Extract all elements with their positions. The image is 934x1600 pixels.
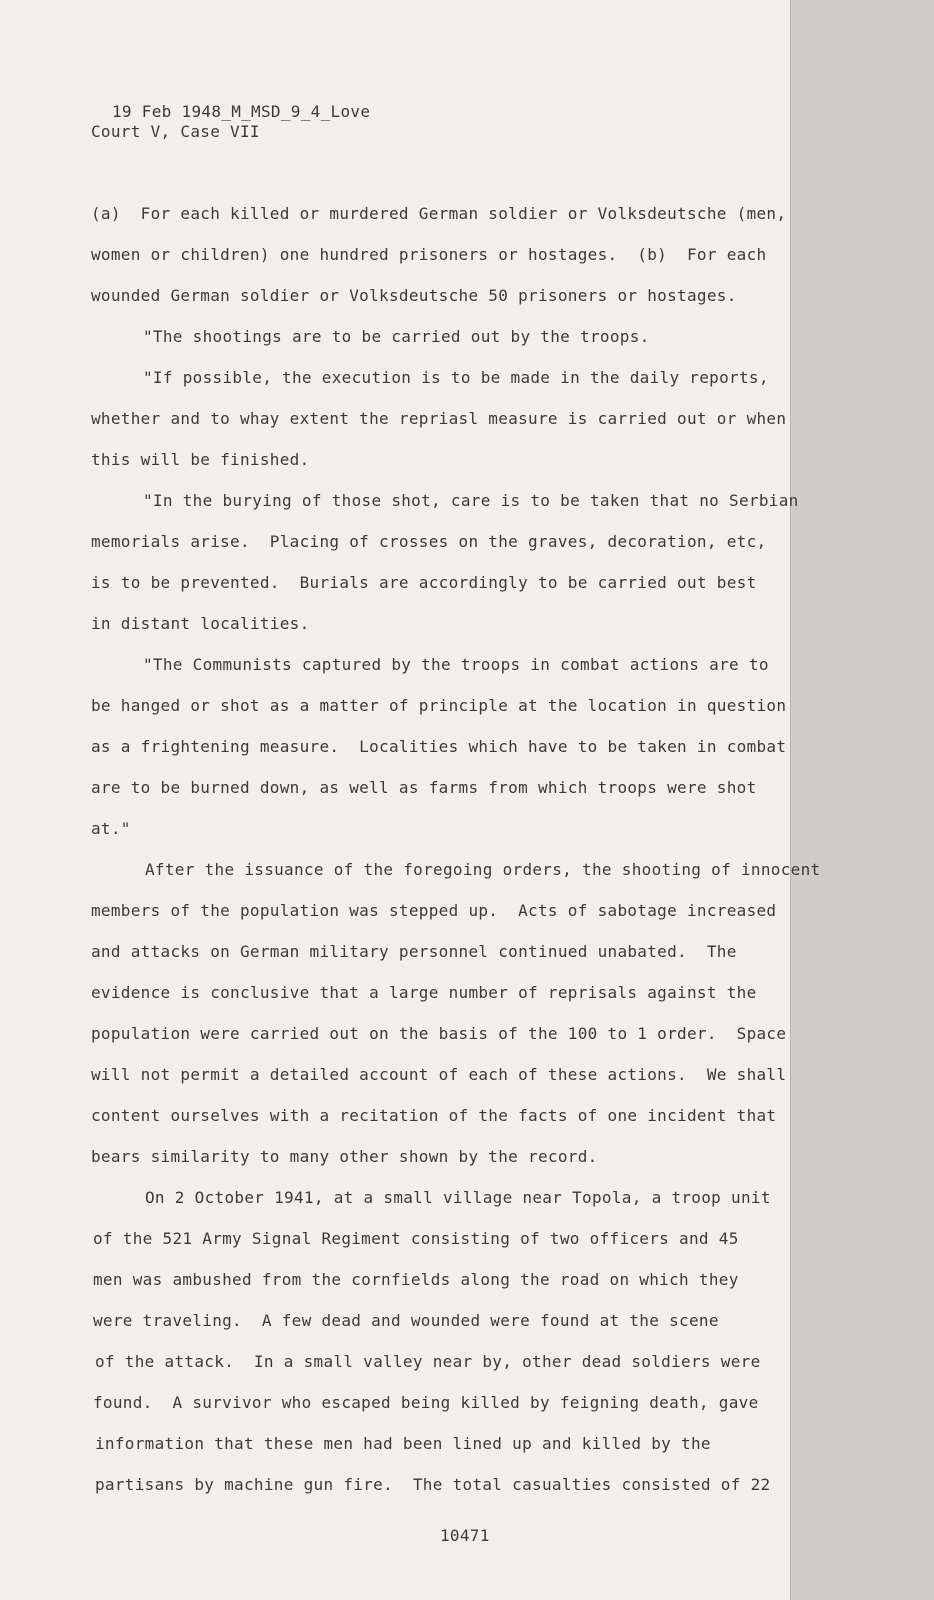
text-line: in distant localities.: [91, 614, 310, 633]
header-date-code: 19 Feb 1948_M_MSD_9_4_Love: [112, 102, 371, 121]
text-line: are to be burned down, as well as farms from which troops were shot: [91, 778, 757, 797]
text-line: at.": [91, 819, 131, 838]
text-line: of the 521 Army Signal Regiment consisting of two officers and 45: [93, 1229, 739, 1248]
text-line: will not permit a detailed account of each of these actions. We shall: [91, 1065, 787, 1084]
text-line: content ourselves with a recitation of the facts of one incident that: [91, 1106, 777, 1125]
text-line: whether and to whay extent the repriasl measure is carried out or when: [91, 409, 787, 428]
text-line: found. A survivor who escaped being killed by feigning death, gave: [93, 1393, 759, 1412]
text-line: bears similarity to many other shown by the record.: [91, 1147, 598, 1166]
text-line: "In the burying of those shot, care is to be taken that no Serbian: [143, 491, 799, 510]
text-line: men was ambushed from the cornfields along the road on which they: [93, 1270, 739, 1289]
text-line: were traveling. A few dead and wounded were found at the scene: [93, 1311, 719, 1330]
text-line: After the issuance of the foregoing orders, the shooting of innocent: [145, 860, 821, 879]
text-line: evidence is conclusive that a large number of reprisals against the: [91, 983, 757, 1002]
page-number: 10471: [440, 1526, 490, 1545]
header-court-case: Court V, Case VII: [91, 122, 260, 141]
text-line: women or children) one hundred prisoners or hostages. (b) For each: [91, 245, 767, 264]
text-line: of the attack. In a small valley near by, other dead soldiers were: [95, 1352, 761, 1371]
text-line: information that these men had been lined up and killed by the: [95, 1434, 711, 1453]
text-line: partisans by machine gun fire. The total casualties consisted of 22: [95, 1475, 771, 1494]
text-line: (a) For each killed or murdered German soldier or Volksdeutsche (men,: [91, 204, 787, 223]
text-line: and attacks on German military personnel continued unabated. The: [91, 942, 737, 961]
text-line: wounded German soldier or Volksdeutsche 50 prisoners or hostages.: [91, 286, 737, 305]
text-line: is to be prevented. Burials are accordingly to be carried out best: [91, 573, 757, 592]
text-line: memorials arise. Placing of crosses on the graves, decoration, etc,: [91, 532, 767, 551]
text-line: "The shootings are to be carried out by the troops.: [143, 327, 650, 346]
text-line: this will be finished.: [91, 450, 310, 469]
text-line: "The Communists captured by the troops in combat actions are to: [143, 655, 769, 674]
text-line: members of the population was stepped up. Acts of sabotage increased: [91, 901, 777, 920]
text-line: population were carried out on the basis of the 100 to 1 order. Space: [91, 1024, 787, 1043]
text-line: "If possible, the execution is to be made in the daily reports,: [143, 368, 769, 387]
text-line: On 2 October 1941, at a small village near Topola, a troop unit: [145, 1188, 771, 1207]
text-line: as a frightening measure. Localities which have to be taken in combat: [91, 737, 787, 756]
text-line: be hanged or shot as a matter of principle at the location in question: [91, 696, 787, 715]
